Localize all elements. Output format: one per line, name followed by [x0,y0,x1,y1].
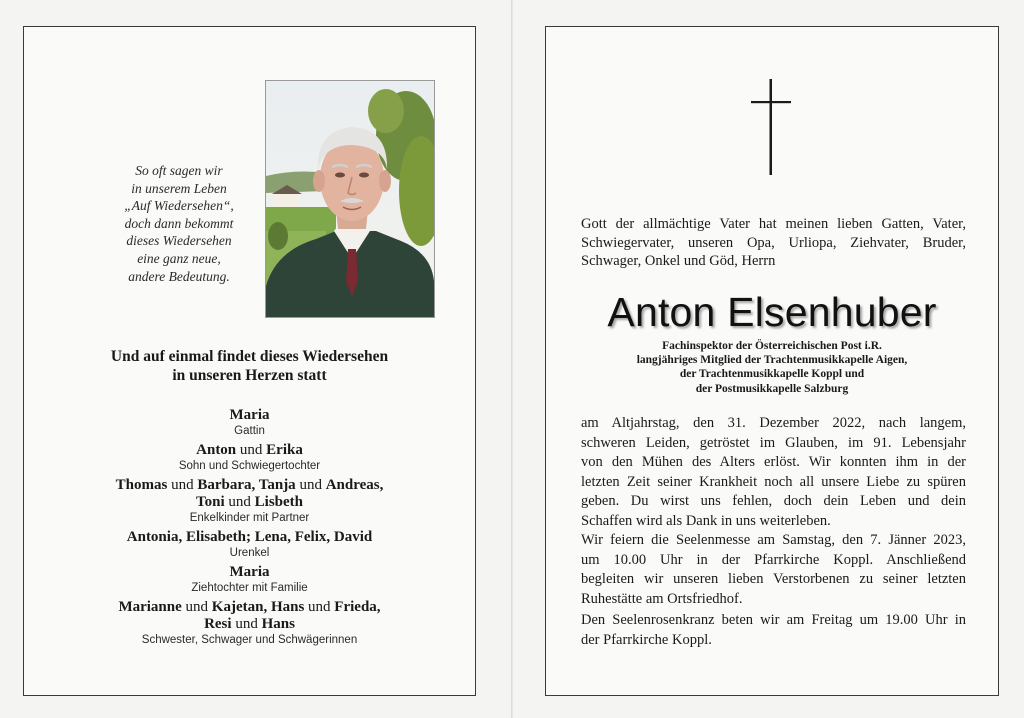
headline-line: Und auf einmal findet dieses Wiedersehen [110,348,389,365]
family-entry [24,407,475,438]
intro-line: Schwager, Onkel und Göd, Herrn [581,253,776,269]
family-names [24,564,475,581]
family-names [24,407,475,424]
family-relation: Schwester, Schwager und Schwägerinnen [141,634,358,646]
family-entry [24,564,475,595]
cross-icon [751,79,791,175]
conjunction: und [236,442,267,458]
quote-line: doch dann bekommt [124,215,234,231]
left-page [23,26,476,696]
intro-line: Gott der allmächtige Vater hat meinen lieben Gatten, Vater, [581,216,966,232]
mass-paragraph [581,531,966,609]
paragraph-line: der Pfarrkirche Koppl. [581,631,712,648]
paragraph-line: begleiten wir unseren lieben Verstorbenen zu seiner letzten [581,571,966,587]
title-line: Fachinspektor der Österreichischen Post i.R. [662,340,882,352]
family-names [24,529,475,546]
family-member-name: Barbara, Tanja [197,477,296,493]
family-entry [24,599,475,647]
family-member-name: Kajetan, Hans [211,599,305,615]
card-fold [511,0,513,718]
family-member-name: Hans [261,616,295,632]
conjunction: und [295,477,326,493]
family-member-name: Marianne [118,599,182,615]
intro-line: Schwiegervater, unseren Opa, Urliopa, Ziehvater, Bruder, [581,234,966,251]
paragraph-line: am Altjahrstag, den 31. Dezember 2022, nach langem, [581,415,966,431]
paragraph-line: Den Seelenrosenkranz beten wir am Freitag um 19.00 Uhr in [581,612,966,628]
family-relation: Urenkel [229,547,270,559]
paragraph-line: Schaffen wird als Dank in uns weiterleben. [581,512,831,529]
title-line: langjähriges Mitglied der Trachtenmusikkapelle Aigen, [636,354,908,367]
family-list [24,407,475,651]
quote-line: „Auf Wiedersehen“, [124,198,234,214]
paragraph-line: um 10.00 Uhr in der Pfarrkirche Koppl. Anschließend [581,551,966,568]
title-line: der Postmusikkapelle Salzburg [695,382,849,395]
family-names [24,616,475,633]
conjunction: und [304,599,335,615]
conjunction: und [224,494,255,510]
right-page [545,26,999,696]
family-relation: Ziehtochter mit Familie [191,582,308,594]
portrait-photo [265,80,435,318]
conjunction: und [181,599,212,615]
paragraph-line: Wir feiern die Seelenmesse am Samstag, den 7. Jänner 2023, [581,532,966,548]
quote-line: andere Bedeutung. [128,268,230,284]
family-member-name: Anton [196,442,237,458]
announcement-intro [581,215,966,271]
paragraph-line: Ruhestätte am Ortsfriedhof. [581,590,743,607]
paragraph-line: geben. Du wirst uns fehlen, doch dein Leben und dein [581,493,966,509]
family-member-name: Maria [229,407,270,423]
family-member-name: Lisbeth [254,494,303,510]
family-member-name: Frieda, [334,599,381,615]
quote-line: in unserem Leben [131,180,227,196]
family-names [24,599,475,616]
family-member-name: Toni [196,494,225,510]
family-entry [24,529,475,560]
conjunction: und [231,616,262,632]
conjunction: und [167,477,198,493]
family-member-name: Maria [229,564,270,580]
family-entry [24,442,475,473]
title-line: der Trachtenmusikkapelle Koppl und [679,368,865,381]
family-relation: Sohn und Schwiegertochter [178,460,321,472]
headline [24,347,475,385]
family-entry [24,477,475,525]
family-names [24,442,475,459]
deceased-titles [546,339,998,396]
quote-line: dieses Wiedersehen [126,233,232,249]
family-member-name: Resi [204,616,232,632]
passing-paragraph [581,414,966,531]
family-names [24,494,475,511]
paragraph-line: schweren Leiden, getröstet im Glauben, im 91. Lebensjahr [581,434,966,451]
quote-line: So oft sagen wir [135,163,223,178]
family-relation: Gattin [234,425,265,437]
quote [104,162,254,285]
quote-line: eine ganz neue, [137,250,221,266]
family-relation: Enkelkinder mit Partner [189,512,310,524]
family-member-name: Andreas, [325,477,384,493]
deceased-name: Anton Elsenhuber [607,289,937,335]
family-names [24,477,475,494]
rosary-paragraph [581,611,966,650]
family-member-name: Antonia, Elisabeth; Lena, Felix, David [126,529,373,545]
family-member-name: Erika [266,442,303,458]
paragraph-line: letzten Zeit seiner Krankheit noch all unsere Liebe zu spüren [581,473,966,490]
family-member-name: Thomas [115,477,168,493]
paragraph-line: von den Mühen des Alters erlöst. Wir konnten ihm in der [581,454,966,470]
headline-line: in unseren Herzen statt [172,367,327,384]
